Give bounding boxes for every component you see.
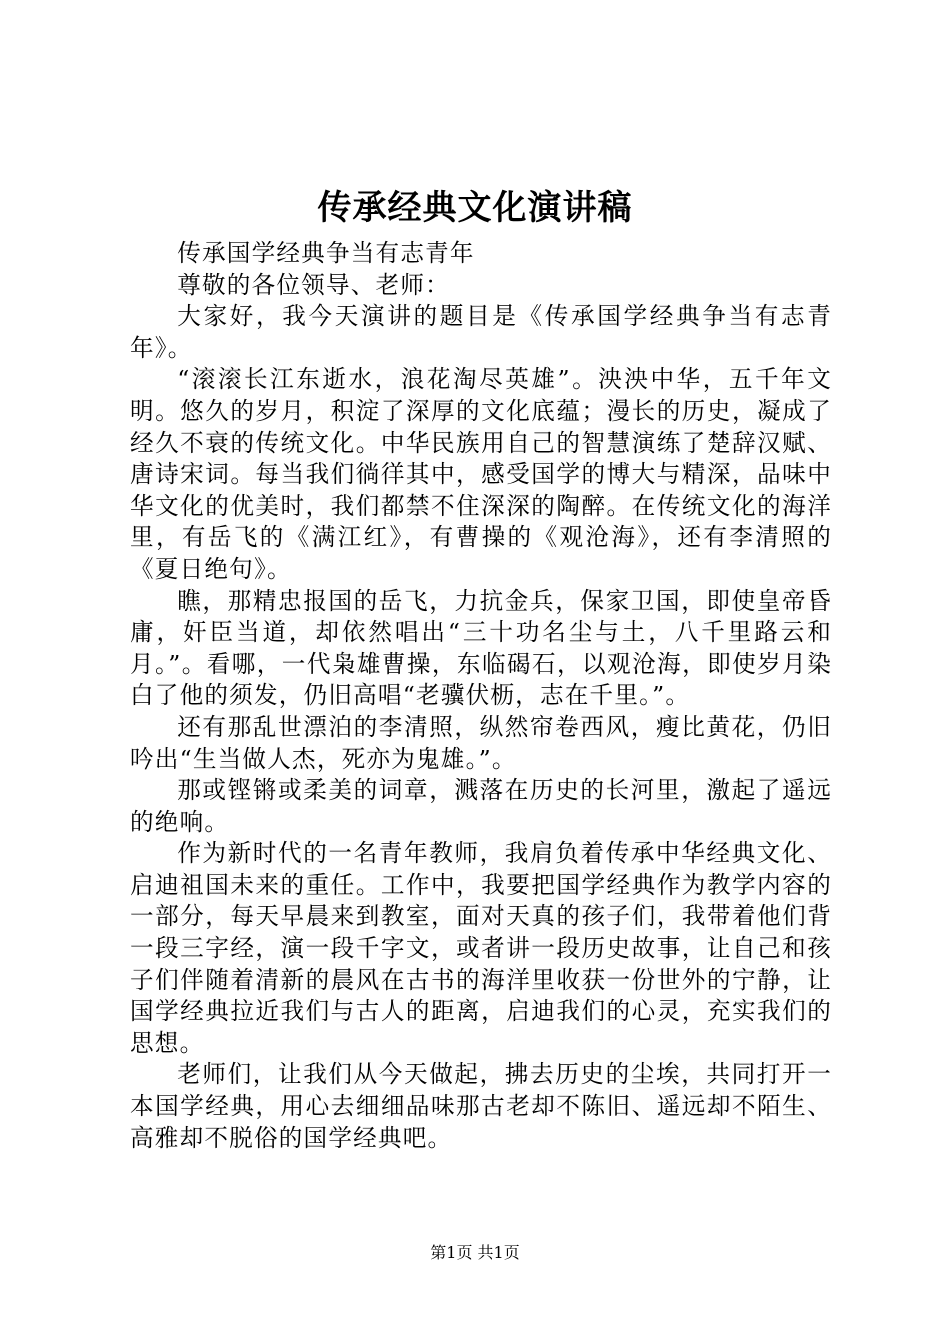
paragraph: 作为新时代的一名青年教师，我肩负着传承中华经典文化、启迪祖国未来的重任。工作中，我要把国学经典作为教学内容的一部分，每天早晨来到教室，面对天真的孩子们，我带着他们背一段三字经，演一段千字文，或者讲一段历史故事，让自己和孩子们伴随着清新的晨风在古书的海洋里收获一份世外的宁静，让国学经典拉近我们与古人的距离，启迪我们的心灵，充实我们的思想。 [130, 839, 832, 1057]
paragraph: 还有那乱世漂泊的李清照，纵然帘卷西风，瘦比黄花，仍旧吟出“生当做人杰，死亦为鬼雄。”。 [130, 712, 832, 773]
salutation: 尊敬的各位领导、老师： [177, 270, 450, 299]
document-body [130, 238, 832, 1154]
paragraph: 老师们，让我们从今天做起，拂去历史的尘埃，共同打开一本国学经典，用心去细细品味那古老却不陈旧、遥远却不陌生、高雅却不脱俗的国学经典吧。 [130, 1060, 832, 1152]
document-title: 传承经典文化演讲稿 [317, 188, 633, 228]
paragraph: 瞧，那精忠报国的岳飞，力抗金兵，保家卫国，即使皇帝昏庸，奸臣当道，却依然唱出“三十功名尘与土，八千里路云和月。”。看哪，一代枭雄曹操，东临碣石，以观沧海，即使岁月染白了他的须发，仍旧高唱“老骥伏枥，志在千里。”。 [130, 586, 832, 710]
paragraph: 大家好，我今天演讲的题目是《传承国学经典争当有志青年》。 [130, 302, 832, 362]
page-number-footer: 第1页 共1页 [430, 1243, 520, 1262]
paragraph: 那或铿锵或柔美的词章，溅落在历史的长河里，激起了遥远的绝响。 [130, 776, 832, 836]
speech-subtitle: 传承国学经典争当有志青年 [177, 239, 475, 267]
paragraph: “滚滚长江东逝水，浪花淘尽英雄”。泱泱中华，五千年文明。悠久的岁月，积淀了深厚的文化底蕴；漫长的历史，凝成了经久不衰的传统文化。中华民族用自己的智慧演练了楚辞汉赋、唐诗宋词。每当我们徜徉其中，感受国学的博大与精深，品味中华文化的优美时，我们都禁不住深深的陶醉。在传统文化的海洋里，有岳飞的《满江红》，有曹操的《观沧海》，还有李清照的《夏日绝句》。 [130, 365, 832, 583]
